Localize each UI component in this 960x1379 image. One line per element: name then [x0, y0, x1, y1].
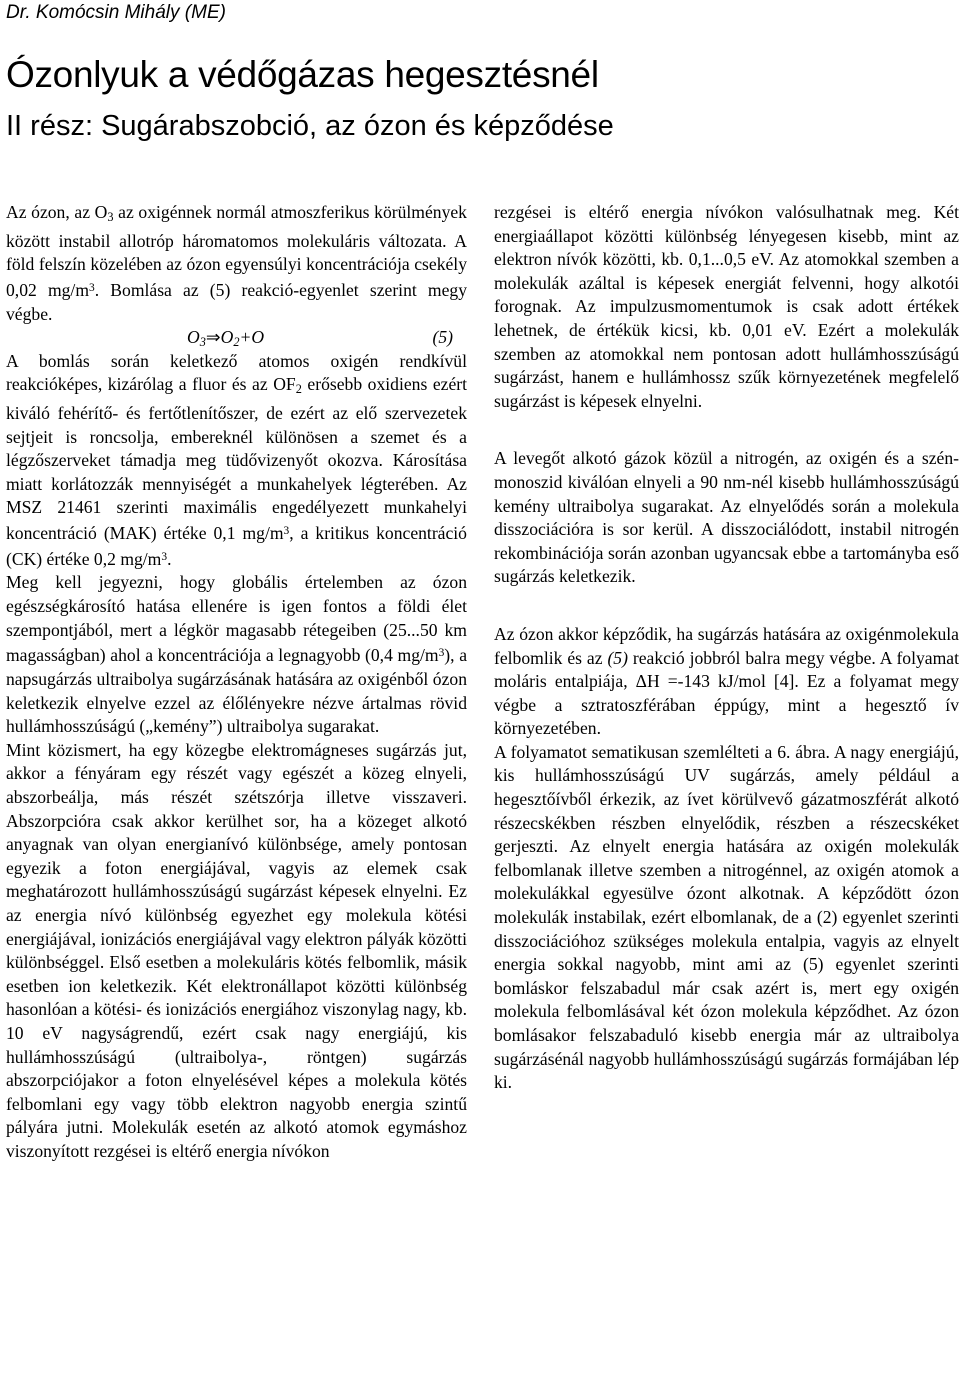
document-title: Ózonlyuk a védőgázas hegesztésnél	[6, 54, 599, 95]
superscript: 3	[283, 525, 290, 538]
paragraph-decomposition	[6, 350, 467, 572]
paragraph-process: A folyamatot sematikusan szemlélteti a 6. ábra. A nagy energiájú, kis hullámhosszúságú UV sugárzás, amely például a hegesztőívből érkezik, az ívet körülvevő gázatmoszférát alkotó részecskékben részben elnyelődik, részben a részecskéket gerjeszti. Az elnyelt energia hatására az oxigén molekulák felbomlanak illetve szemben a nitrogénnel, az oxigén atomok a molekulákkal egyesülve ózont alkotnak. A képződött ózon molekulák instabilak, ezért elbomlanak, de a (2) egyenlet szerinti disszociációhoz szükséges molekula entalpia, vagyis az elnyelt energia sokkal nagyobb, mint ami az (5) egyenlet szerinti bomláskor felszabadul már csak azért is, mert egy oxigén molekula felbomlásával két ózon molekula képződhet. Az ózon bomlásakor felszabaduló kisebb energia már az ultraibolya sugárzásénál nagyobb hullámhosszúságú sugárzás formájában lép ki.	[494, 741, 959, 1093]
eq-term: +O	[239, 327, 265, 348]
subscript: 3	[199, 335, 206, 350]
text-run: Meg kell jegyezni, hogy globális értelemben az ózon egészségkárosító hatása ellenére is igen fontos a földi élet szempontjából, mert a légkör magasabb rétegeiben (25...50 km magasságban) ahol a koncentrációja a legnagyobb (0,4 mg/m	[6, 572, 467, 666]
text-run: .	[167, 548, 172, 569]
subscript: 2	[233, 335, 240, 350]
equation-number: (5)	[432, 327, 453, 348]
text-run: . Bomlása az (5) reakció-egyenlet szerint megy végbe.	[6, 280, 467, 324]
text-run: ), a napsugárzás ultraibolya sugárzásának hatására az oxigénből ózon keletkezik elnyelve ezzel az élőlényekre nézve ártalmas rövid hullámhosszúságú („kemény”) ultraibolya sugarakat.	[6, 645, 467, 737]
superscript: 3	[89, 281, 95, 294]
paragraph-gases: A levegőt alkotó gázok közül a nitrogén, az oxigén és a szén-monoszid kiválóan elnyeli a 90 nm-nél kisebb hullámhosszúságú kemény ultraibolya sugarakat. Az elnyelődés során a molekula disszociációra is sor kerül. A disszociálódott, instabil nitrogén rekombinációja során azonban ugyancsak ebbe a tartományba eső sugárzás keletkezik.	[494, 448, 959, 587]
left-column	[6, 201, 467, 1163]
right-column	[494, 201, 959, 1095]
text-run: A bomlás során keletkező atomos oxigén rendkívül reakcióképes, kizárólag a fluor és az OF	[6, 350, 467, 395]
paragraph-gap	[494, 589, 959, 623]
subscript: 3	[107, 210, 114, 225]
author-header: Dr. Komócsin Mihály (ME)	[6, 2, 226, 23]
equation-5	[6, 326, 467, 350]
paragraph-vibration: rezgései is eltérő energia nívókon valósulhatnak meg. Két energiaállapot közötti különbség lényegesen kisebb, mint az elektron nívók közötti, kb. 0,1...0,5 eV. Az atomokkal szemben a molekulák azáltal is képesek energiát felvenni, hogy alkotói forognak. Az impulzusmomentumok is csak adott értékek lehetnek, de értékük kicsi, kb. 0,01 eV. Ezért a molekulák szemben az atomokkal nem pontosan adott hullámhosszúságú sugárzást, hanem e hullámhossz szűk környezetének megfelelő sugárzást is képesek elnyelni.	[494, 202, 959, 411]
text-run: reakció jobbról balra megy végbe. A folyamat moláris entalpiája, ΔH =-143 kJ/mol [4]. Ez a folyamat megy végbe a sztratoszférában éppúgy, mint a hegesztő ív környezetében.	[494, 647, 959, 739]
text-run: Az ózon akkor képződik, ha sugárzás hatására az oxigénmolekula felbomlik és az	[494, 623, 959, 668]
equation-reference: (5)	[607, 647, 628, 668]
paragraph-global-ozone	[6, 571, 467, 738]
arrow-icon: ⇒	[205, 327, 221, 348]
paragraph-absorption: Mint közismert, ha egy közegbe elektromágneses sugárzás jut, akkor a fényáram egy részét vagy egészét a közeg elnyeli, abszorbeálja, más részét szétszórja illetve visszaveri. Abszorpcióra csak akkor kerülhet sor, ha a közeget alkotó anyagnak van olyan energianívó különbsége, amely pontosan egyezik a foton energiájával, vagyis az elemek csak meghatározott hullámhosszúságú sugárzást képesek elnyelni. Ez az energia nívó különbség egyezhet egy molekula kötési energiájával, ionizációs energiájával vagy elektron pályák közötti különbséggel. Első esetben a molekuláris kötés felbomlik, másik esetben ion keletkezik. Két elektronállapot közötti különbség hasonlóan a kötési- és ionizációs energiához viszonylag nagy, kb. 10 eV nagyságrendű, ezért csak nagy energiájú, kis hullámhosszúságú (ultraibolya-, röntgen) sugárzás abszorpciójakor a foton elnyelésével képes a molekula kötés felbomlani egy vagy több elektron nagyobb energia szintű pályára jutni. Molekulák esetén az alkotó atomok egymáshoz viszonyított rezgései is eltérő energia nívókon	[6, 739, 468, 1161]
paragraph-gap	[494, 413, 959, 447]
superscript: 3	[161, 550, 168, 563]
document-subtitle: II rész: Sugárabszobció, az ózon és képződése	[6, 110, 614, 142]
text-run: , a kritikus koncentráció (CK) értéke 0,2 mg/m	[6, 523, 467, 569]
eq-term: O	[187, 327, 200, 348]
text-run: erősebb oxidiens ezért kiváló fehérítő- és fertőtlenítőszer, de ezért az elő szervezetek sejtjeit is roncsolja, embereknél különösen a szemet és a légzőszerveket támadja meg tüdővizenyőt okozva. Károsítása miatt korlátozzák mennyiségét a munkahelyek légterében. Az MSZ 21461 szerinti maximális engedélyezett munkahelyi koncentráció (MAK) értéke 0,1 mg/m	[6, 374, 468, 544]
superscript: 3	[438, 647, 445, 660]
eq-term: O	[220, 327, 234, 348]
paragraph-ozone-intro	[6, 201, 467, 326]
equation-body	[187, 326, 264, 355]
subscript: 2	[295, 382, 302, 397]
text-run: Az ózon, az O	[6, 202, 108, 222]
text-run: az oxigénnek normál atmoszferikus körülmények között instabil allotróp háromatomos molekuláris változata. A föld felszín közelében az ózon egyensúlyi koncentrációja csekély 0,02 mg/m	[6, 202, 467, 300]
paragraph-ozone-formation	[494, 623, 959, 741]
